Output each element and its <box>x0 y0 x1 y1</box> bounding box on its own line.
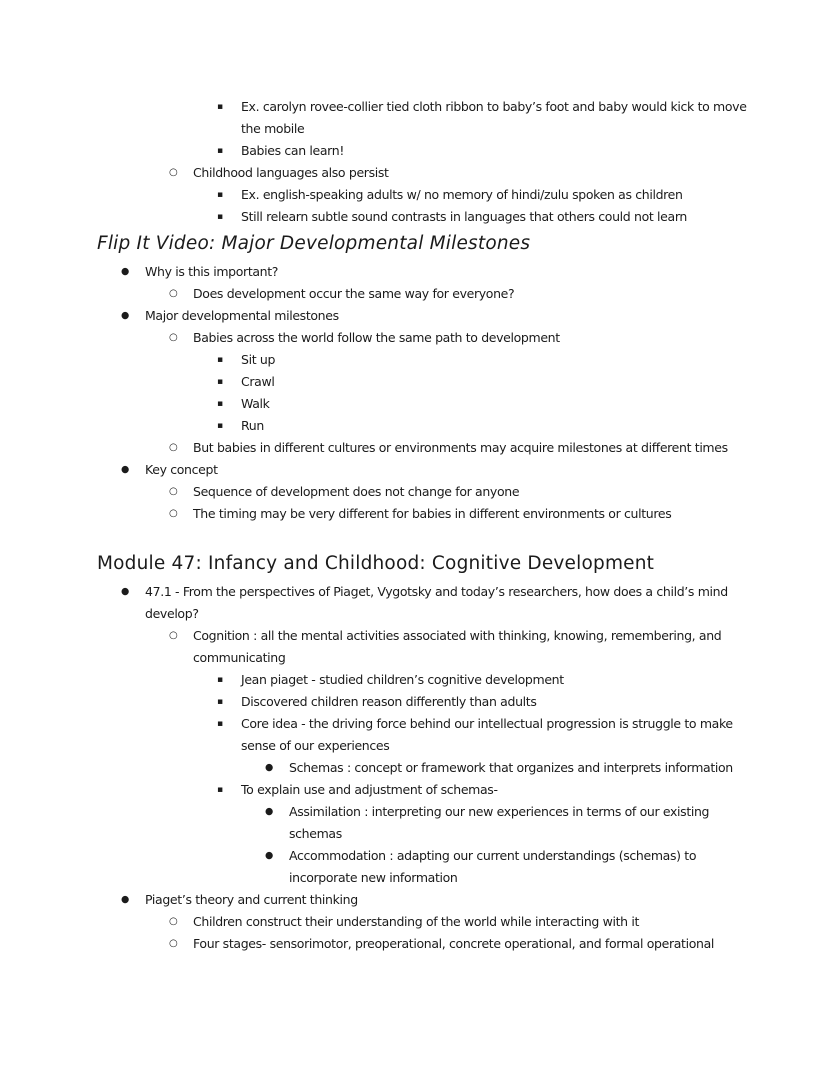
bullet-circle-icon: ○ <box>169 332 178 343</box>
list-item-text: Walk <box>241 396 270 411</box>
list-item-text: Piaget’s theory and current thinking <box>145 892 358 907</box>
section-heading: Flip It Video: Major Developmental Milestones <box>97 233 531 254</box>
list-item <box>265 845 758 889</box>
bullet-disc-icon: ● <box>121 894 129 905</box>
list-item-text: Ex. english-speaking adults w/ no memory of hindi/zulu spoken as children <box>241 187 683 202</box>
list-item-text: Jean piaget - studied children’s cognitive development <box>241 672 564 687</box>
list-item-text: Childhood languages also persist <box>193 165 389 180</box>
bullet-square-icon: ▪ <box>217 399 223 409</box>
bullet-disc-icon: ● <box>265 850 273 861</box>
list-item-text: Sequence of development does not change for anyone <box>193 484 520 499</box>
section-heading: Module 47: Infancy and Childhood: Cognitive Development <box>97 553 655 574</box>
bullet-square-icon: ▪ <box>217 190 223 200</box>
list-item <box>217 349 758 371</box>
bullet-square-icon: ▪ <box>217 421 223 431</box>
list-item <box>169 911 758 933</box>
list-item <box>217 393 758 415</box>
list-item <box>169 481 758 503</box>
bullet-square-icon: ▪ <box>217 377 223 387</box>
list-item <box>169 437 758 459</box>
bullet-circle-icon: ○ <box>169 630 178 641</box>
list-item <box>121 581 758 625</box>
list-item <box>121 305 758 327</box>
list-item <box>265 801 758 845</box>
bullet-disc-icon: ● <box>265 806 273 817</box>
list-item-text: Key concept <box>145 462 218 477</box>
bullet-circle-icon: ○ <box>169 288 178 299</box>
notes-content <box>97 96 758 955</box>
list-item-text: To explain use and adjustment of schemas- <box>241 782 498 797</box>
list-item-text: But babies in different cultures or environments may acquire milestones at different times <box>193 440 728 455</box>
list-item <box>217 184 758 206</box>
bullet-circle-icon: ○ <box>169 442 178 453</box>
list-item-text: Accommodation : adapting our current understandings (schemas) to incorporate new information <box>289 848 697 885</box>
list-item-text: Crawl <box>241 374 275 389</box>
bullet-circle-icon: ○ <box>169 508 178 519</box>
list-item-text: Major developmental milestones <box>145 308 339 323</box>
list-item <box>217 96 758 140</box>
bullet-square-icon: ▪ <box>217 719 223 729</box>
bullet-disc-icon: ● <box>121 266 129 277</box>
list-item-text: Why is this important? <box>145 264 279 279</box>
list-item-text: Discovered children reason differently than adults <box>241 694 537 709</box>
list-item <box>169 162 758 184</box>
list-item-text: Run <box>241 418 264 433</box>
list-item-text: Four stages- sensorimotor, preoperational, concrete operational, and formal operational <box>193 936 715 951</box>
bullet-square-icon: ▪ <box>217 697 223 707</box>
list-item-text: Schemas : concept or framework that organizes and interprets information <box>289 760 733 775</box>
list-item-text: Children construct their understanding of the world while interacting with it <box>193 914 640 929</box>
list-item <box>217 140 758 162</box>
list-item <box>217 669 758 691</box>
bullet-square-icon: ▪ <box>217 785 223 795</box>
list-item <box>217 206 758 228</box>
list-item <box>265 757 758 779</box>
list-item <box>169 327 758 349</box>
list-item-text: Still relearn subtle sound contrasts in languages that others could not learn <box>241 209 687 224</box>
list-item-text: Cognition : all the mental activities associated with thinking, knowing, remembering, and communicating <box>193 628 722 665</box>
bullet-square-icon: ▪ <box>217 355 223 365</box>
bullet-circle-icon: ○ <box>169 486 178 497</box>
bullet-disc-icon: ● <box>121 310 129 321</box>
bullet-disc-icon: ● <box>121 464 129 475</box>
list-item-text: Babies can learn! <box>241 143 344 158</box>
bullet-circle-icon: ○ <box>169 916 178 927</box>
list-item <box>121 261 758 283</box>
list-item <box>217 713 758 757</box>
list-item <box>169 283 758 305</box>
list-item-text: Core idea - the driving force behind our intellectual progression is struggle to make sense of our experiences <box>241 716 733 753</box>
bullet-square-icon: ▪ <box>217 675 223 685</box>
bullet-circle-icon: ○ <box>169 167 178 178</box>
list-item <box>217 371 758 393</box>
list-item-text: Ex. carolyn rovee-collier tied cloth ribbon to baby’s foot and baby would kick to move the mobile <box>241 99 747 136</box>
bullet-circle-icon: ○ <box>169 938 178 949</box>
list-item <box>169 625 758 669</box>
list-item <box>169 933 758 955</box>
list-item <box>121 459 758 481</box>
list-item-text: Sit up <box>241 352 276 367</box>
list-item <box>169 503 758 525</box>
bullet-disc-icon: ● <box>265 762 273 773</box>
bullet-disc-icon: ● <box>121 586 129 597</box>
list-item-text: 47.1 - From the perspectives of Piaget, Vygotsky and today’s researchers, how does a child’s mind develop? <box>145 584 728 621</box>
list-item-text: Assimilation : interpreting our new experiences in terms of our existing schemas <box>289 804 710 841</box>
list-item-text: The timing may be very different for babies in different environments or cultures <box>193 506 672 521</box>
list-item <box>217 415 758 437</box>
list-item-text: Babies across the world follow the same path to development <box>193 330 560 345</box>
list-item <box>217 691 758 713</box>
bullet-square-icon: ▪ <box>217 146 223 156</box>
bullet-square-icon: ▪ <box>217 102 223 112</box>
bullet-square-icon: ▪ <box>217 212 223 222</box>
list-item <box>217 779 758 801</box>
list-item-text: Does development occur the same way for everyone? <box>193 286 515 301</box>
list-item <box>121 889 758 911</box>
